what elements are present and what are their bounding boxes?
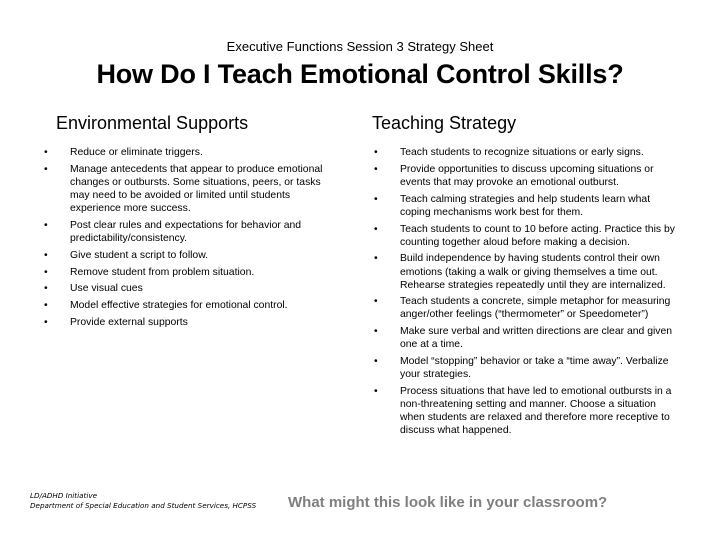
list-item-text: Post clear rules and expectations for behavior and predictability/consistency. xyxy=(70,219,302,244)
list-item xyxy=(42,219,330,245)
footer-org-line1: LD/ADHD Initiative xyxy=(30,491,98,500)
bullet-icon: • xyxy=(44,283,48,295)
list-item xyxy=(42,282,330,295)
bullet-icon: • xyxy=(374,326,378,338)
teaching-strategy-column xyxy=(372,113,682,441)
bullet-icon: • xyxy=(44,249,48,261)
environmental-supports-list xyxy=(42,146,330,329)
bullet-icon: • xyxy=(374,193,378,205)
list-item-text: Provide opportunities to discuss upcoming situations or events that may provoke an emotional outburst. xyxy=(400,163,654,188)
bullet-icon: • xyxy=(44,300,48,312)
bullet-icon: • xyxy=(44,147,48,158)
list-item-text: Teach students a concrete, simple metaphor for measuring anger/other feelings (“thermometer” or Speedometer”) xyxy=(400,296,671,321)
list-item-text: Remove student from problem situation. xyxy=(70,266,255,278)
list-item-text: Teach students to recognize situations or early signs. xyxy=(400,147,644,158)
environmental-supports-column xyxy=(42,113,330,333)
bullet-icon: • xyxy=(44,316,48,328)
list-item xyxy=(42,299,330,312)
environmental-supports-heading: Environmental Supports xyxy=(56,113,249,133)
teaching-strategy-list xyxy=(372,146,682,437)
bullet-icon: • xyxy=(374,296,378,308)
bullet-icon: • xyxy=(44,163,48,175)
bullet-icon: • xyxy=(374,147,378,158)
footer-org-line2: Department of Special Education and Student Services, HCPSS xyxy=(30,501,257,510)
list-item xyxy=(372,193,682,219)
reflection-question: What might this look like in your classroom? xyxy=(288,494,608,511)
list-item-text: Process situations that have led to emotional outbursts in a non-threatening setting and manner. Choose a situation when students are relaxed and therefore more receptive to discuss what happened. xyxy=(400,386,672,437)
list-item-text: Provide external supports xyxy=(70,316,188,328)
list-item xyxy=(42,163,330,215)
list-item xyxy=(372,146,682,159)
bullet-icon: • xyxy=(44,219,48,231)
list-item xyxy=(372,385,682,437)
teaching-strategy-heading: Teaching Strategy xyxy=(372,113,517,133)
page-title: How Do I Teach Emotional Control Skills? xyxy=(96,59,624,89)
list-item xyxy=(372,355,682,381)
list-item xyxy=(42,316,330,329)
list-item xyxy=(372,295,682,321)
bullet-icon: • xyxy=(374,163,378,175)
bullet-icon: • xyxy=(374,356,378,368)
list-item xyxy=(42,249,330,262)
list-item xyxy=(372,163,682,189)
list-item-text: Manage antecedents that appear to produce emotional changes or outbursts. Some situations, peers, or tasks may need to be avoided or limited until students experience more success. xyxy=(70,163,323,215)
list-item-text: Build independence by having students control their own emotions (taking a walk or giving themselves a time out. Rehearse strategies repeatedly until they are internalized. xyxy=(400,253,666,291)
list-item xyxy=(372,325,682,351)
list-item-text: Use visual cues xyxy=(70,283,143,295)
list-item-text: Model effective strategies for emotional control. xyxy=(70,300,288,312)
bullet-icon: • xyxy=(44,266,48,278)
bullet-icon: • xyxy=(374,386,378,397)
list-item xyxy=(372,252,682,291)
list-item-text: Reduce or eliminate triggers. xyxy=(70,147,203,158)
list-item-text: Give student a script to follow. xyxy=(70,249,209,261)
bullet-icon: • xyxy=(374,223,378,235)
bullet-icon: • xyxy=(374,253,378,265)
footer-organization xyxy=(30,491,256,511)
list-item xyxy=(42,266,330,279)
sheet-subtitle: Executive Functions Session 3 Strategy Sheet xyxy=(226,39,494,54)
list-item-text: Make sure verbal and written directions are clear and given one at a time. xyxy=(400,326,673,351)
list-item-text: Teach students to count to 10 before acting. Practice this by counting together aloud before making a decision. xyxy=(400,223,675,248)
list-item xyxy=(372,223,682,249)
list-item xyxy=(42,146,330,159)
list-item-text: Teach calming strategies and help students learn what coping mechanisms work best for them. xyxy=(400,193,651,218)
list-item-text: Model “stopping” behavior or take a “time away”. Verbalize your strategies. xyxy=(400,356,669,381)
